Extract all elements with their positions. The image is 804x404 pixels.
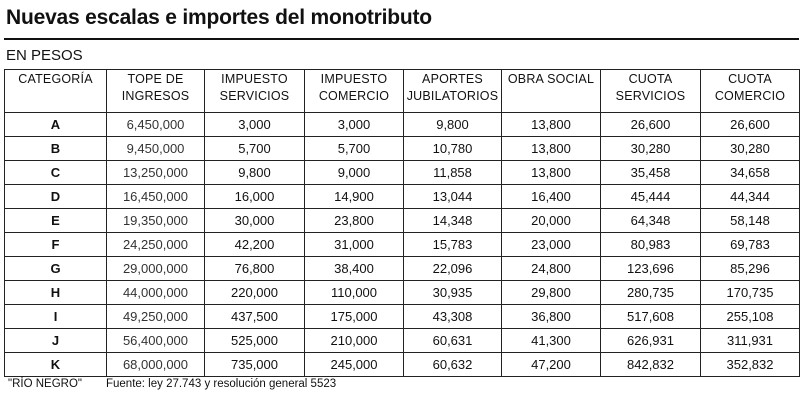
- cell-aportes-jubilatorios: 60,631: [404, 329, 502, 353]
- cell-impuesto-comercio: 31,000: [305, 233, 404, 257]
- cell-aportes-jubilatorios: 13,044: [404, 185, 502, 209]
- cell-cuota-servicios: 45,444: [601, 185, 701, 209]
- cell-obra-social: 47,200: [502, 353, 601, 377]
- cell-cuota-comercio: 311,931: [701, 329, 800, 353]
- header-categoria: CATEGORÍA: [5, 70, 107, 113]
- page-title: Nuevas escalas e importes del monotributo: [6, 6, 432, 29]
- cell-obra-social: 29,800: [502, 281, 601, 305]
- cell-impuesto-comercio: 9,000: [305, 161, 404, 185]
- cell-cuota-servicios: 30,280: [601, 137, 701, 161]
- cell-obra-social: 41,300: [502, 329, 601, 353]
- cell-cuota-comercio: 69,783: [701, 233, 800, 257]
- cell-cuota-servicios: 64,348: [601, 209, 701, 233]
- cell-cuota-comercio: 34,658: [701, 161, 800, 185]
- header-aportes-jubilatorios: APORTES JUBILATORIOS: [404, 70, 502, 113]
- table-row: [5, 281, 800, 305]
- cell-tope-ingresos: 16,450,000: [107, 185, 205, 209]
- cell-aportes-jubilatorios: 43,308: [404, 305, 502, 329]
- cell-impuesto-comercio: 5,700: [305, 137, 404, 161]
- cell-categoria: I: [5, 305, 107, 329]
- page-subtitle: EN PESOS: [6, 47, 83, 64]
- cell-impuesto-comercio: 38,400: [305, 257, 404, 281]
- footer: [8, 378, 336, 390]
- table-body: [5, 113, 800, 377]
- header-impuesto-servicios: IMPUESTO SERVICIOS: [205, 70, 305, 113]
- cell-categoria: E: [5, 209, 107, 233]
- cell-cuota-comercio: 352,832: [701, 353, 800, 377]
- cell-obra-social: 24,800: [502, 257, 601, 281]
- header-cuota-servicios: CUOTA SERVICIOS: [601, 70, 701, 113]
- cell-obra-social: 23,000: [502, 233, 601, 257]
- cell-cuota-servicios: 35,458: [601, 161, 701, 185]
- cell-tope-ingresos: 44,000,000: [107, 281, 205, 305]
- table-row: [5, 185, 800, 209]
- cell-categoria: D: [5, 185, 107, 209]
- cell-impuesto-comercio: 3,000: [305, 113, 404, 137]
- table-row: [5, 209, 800, 233]
- cell-cuota-comercio: 58,148: [701, 209, 800, 233]
- table-row: [5, 329, 800, 353]
- cell-cuota-servicios: 626,931: [601, 329, 701, 353]
- cell-aportes-jubilatorios: 22,096: [404, 257, 502, 281]
- cell-aportes-jubilatorios: 10,780: [404, 137, 502, 161]
- table-row: [5, 305, 800, 329]
- cell-tope-ingresos: 68,000,000: [107, 353, 205, 377]
- table-row: [5, 113, 800, 137]
- header-cuota-comercio: CUOTA COMERCIO: [701, 70, 800, 113]
- cell-obra-social: 13,800: [502, 113, 601, 137]
- cell-tope-ingresos: 29,000,000: [107, 257, 205, 281]
- table-row: [5, 353, 800, 377]
- cell-impuesto-comercio: 210,000: [305, 329, 404, 353]
- cell-aportes-jubilatorios: 9,800: [404, 113, 502, 137]
- table-header-row: [5, 70, 800, 113]
- cell-categoria: J: [5, 329, 107, 353]
- cell-impuesto-servicios: 5,700: [205, 137, 305, 161]
- monotributo-table: [4, 69, 800, 377]
- cell-impuesto-servicios: 3,000: [205, 113, 305, 137]
- cell-tope-ingresos: 56,400,000: [107, 329, 205, 353]
- cell-cuota-comercio: 30,280: [701, 137, 800, 161]
- cell-cuota-comercio: 26,600: [701, 113, 800, 137]
- cell-aportes-jubilatorios: 11,858: [404, 161, 502, 185]
- cell-impuesto-servicios: 525,000: [205, 329, 305, 353]
- cell-tope-ingresos: 19,350,000: [107, 209, 205, 233]
- cell-tope-ingresos: 6,450,000: [107, 113, 205, 137]
- cell-categoria: B: [5, 137, 107, 161]
- cell-tope-ingresos: 9,450,000: [107, 137, 205, 161]
- table-row: [5, 137, 800, 161]
- cell-impuesto-servicios: 30,000: [205, 209, 305, 233]
- cell-cuota-comercio: 44,344: [701, 185, 800, 209]
- cell-cuota-servicios: 517,608: [601, 305, 701, 329]
- cell-cuota-servicios: 123,696: [601, 257, 701, 281]
- cell-cuota-comercio: 85,296: [701, 257, 800, 281]
- cell-impuesto-comercio: 14,900: [305, 185, 404, 209]
- cell-categoria: F: [5, 233, 107, 257]
- cell-obra-social: 13,800: [502, 161, 601, 185]
- header-tope-ingresos: TOPE DE INGRESOS: [107, 70, 205, 113]
- cell-obra-social: 20,000: [502, 209, 601, 233]
- cell-tope-ingresos: 13,250,000: [107, 161, 205, 185]
- cell-aportes-jubilatorios: 14,348: [404, 209, 502, 233]
- cell-aportes-jubilatorios: 30,935: [404, 281, 502, 305]
- cell-categoria: G: [5, 257, 107, 281]
- cell-impuesto-servicios: 9,800: [205, 161, 305, 185]
- cell-cuota-servicios: 280,735: [601, 281, 701, 305]
- cell-obra-social: 13,800: [502, 137, 601, 161]
- table-row: [5, 233, 800, 257]
- header-obra-social: OBRA SOCIAL: [502, 70, 601, 113]
- cell-cuota-servicios: 842,832: [601, 353, 701, 377]
- footer-source: Fuente: ley 27.743 y resolución general 5523: [105, 378, 337, 390]
- cell-impuesto-servicios: 220,000: [205, 281, 305, 305]
- cell-tope-ingresos: 49,250,000: [107, 305, 205, 329]
- cell-impuesto-comercio: 175,000: [305, 305, 404, 329]
- header-impuesto-comercio: IMPUESTO COMERCIO: [305, 70, 404, 113]
- cell-categoria: A: [5, 113, 107, 137]
- cell-impuesto-comercio: 110,000: [305, 281, 404, 305]
- cell-cuota-servicios: 80,983: [601, 233, 701, 257]
- cell-impuesto-servicios: 735,000: [205, 353, 305, 377]
- title-divider: [4, 38, 799, 40]
- cell-impuesto-servicios: 42,200: [205, 233, 305, 257]
- cell-impuesto-servicios: 437,500: [205, 305, 305, 329]
- cell-cuota-servicios: 26,600: [601, 113, 701, 137]
- cell-impuesto-comercio: 245,000: [305, 353, 404, 377]
- cell-obra-social: 36,800: [502, 305, 601, 329]
- table-row: [5, 257, 800, 281]
- cell-aportes-jubilatorios: 15,783: [404, 233, 502, 257]
- cell-cuota-comercio: 170,735: [701, 281, 800, 305]
- cell-categoria: C: [5, 161, 107, 185]
- cell-aportes-jubilatorios: 60,632: [404, 353, 502, 377]
- footer-credit: "RÍO NEGRO": [8, 378, 82, 390]
- cell-obra-social: 16,400: [502, 185, 601, 209]
- cell-categoria: H: [5, 281, 107, 305]
- cell-impuesto-servicios: 76,800: [205, 257, 305, 281]
- cell-impuesto-comercio: 23,800: [305, 209, 404, 233]
- cell-impuesto-servicios: 16,000: [205, 185, 305, 209]
- cell-categoria: K: [5, 353, 107, 377]
- cell-tope-ingresos: 24,250,000: [107, 233, 205, 257]
- table-row: [5, 161, 800, 185]
- cell-cuota-comercio: 255,108: [701, 305, 800, 329]
